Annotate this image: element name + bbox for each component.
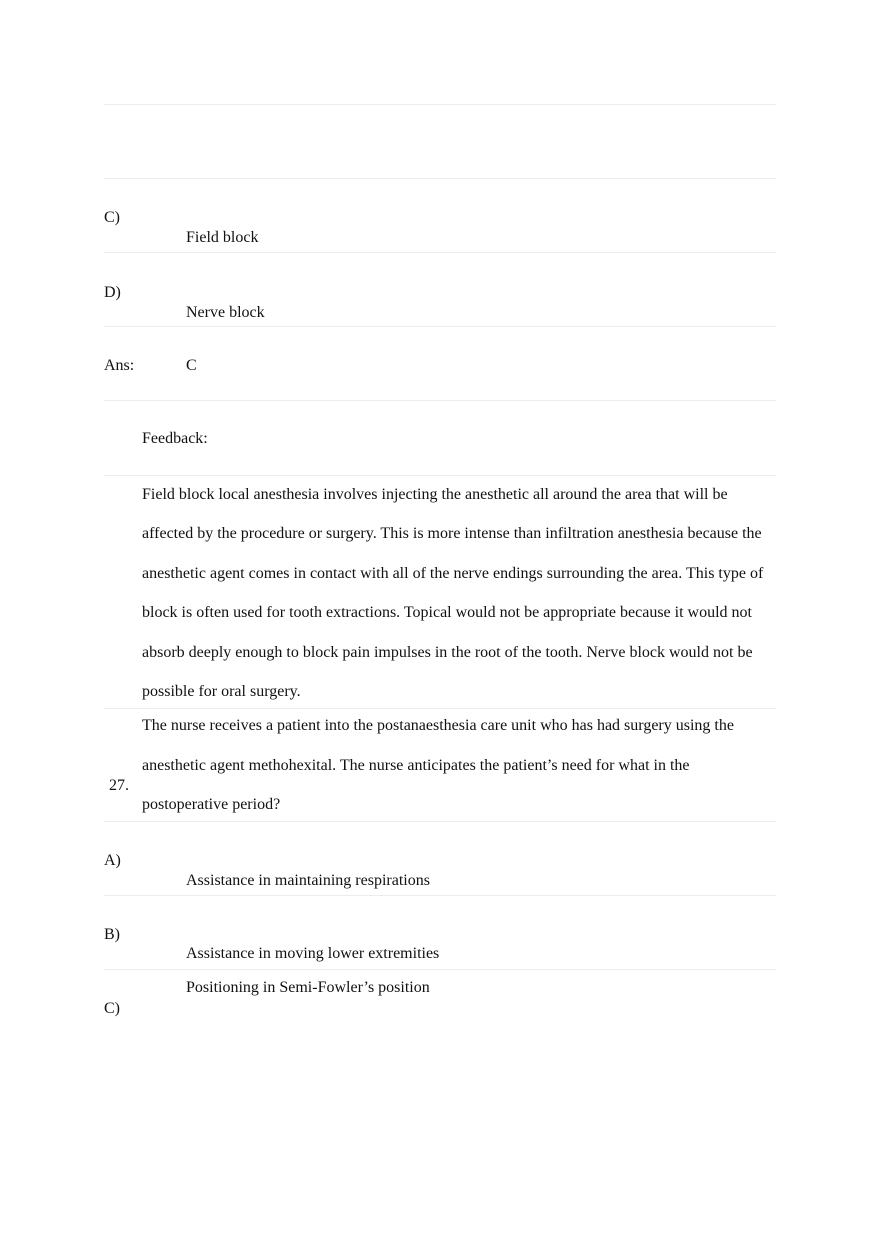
answer-label: Ans: <box>104 357 135 374</box>
question-number: 27. <box>109 777 129 794</box>
option-letter-c: C) <box>104 209 120 226</box>
option-letter-d: D) <box>104 284 121 301</box>
table-rule <box>104 326 776 327</box>
option-text-b: Assistance in moving lower extremities <box>186 945 440 962</box>
option-letter-a: A) <box>104 852 121 869</box>
table-rule <box>104 104 776 105</box>
answer-value: C <box>186 357 197 374</box>
option-letter-b: B) <box>104 926 120 943</box>
table-rule <box>104 252 776 253</box>
table-rule <box>104 400 776 401</box>
option-letter-c-q27: C) <box>104 1000 120 1017</box>
feedback-label: Feedback: <box>142 430 208 447</box>
table-rule <box>104 969 776 970</box>
table-rule <box>104 895 776 896</box>
option-text-c-q27: Positioning in Semi-Fowler’s position <box>186 979 430 996</box>
table-rule <box>104 178 776 179</box>
option-text-c: Field block <box>186 229 259 246</box>
question-stem: The nurse receives a patient into the postanaesthesia care unit who has had surgery using the anesthetic agent methohexital. The nurse anticipates the patient’s need for what in the postoperative period? <box>142 717 734 813</box>
option-text-a: Assistance in maintaining respirations <box>186 872 430 889</box>
option-text-d: Nerve block <box>186 304 265 321</box>
feedback-text: Field block local anesthesia involves injecting the anesthetic all around the area that will be affected by the procedure or surgery. This is more intense than infiltration anesthesia because the anesthetic agent comes in contact with all of the nerve endings surrounding the area. This type of block is often used for tooth extractions. Topical would not be appropriate because it would not absorb deeply enough to block pain impulses in the root of the tooth. Nerve block would not be possible for oral surgery. <box>142 486 764 701</box>
